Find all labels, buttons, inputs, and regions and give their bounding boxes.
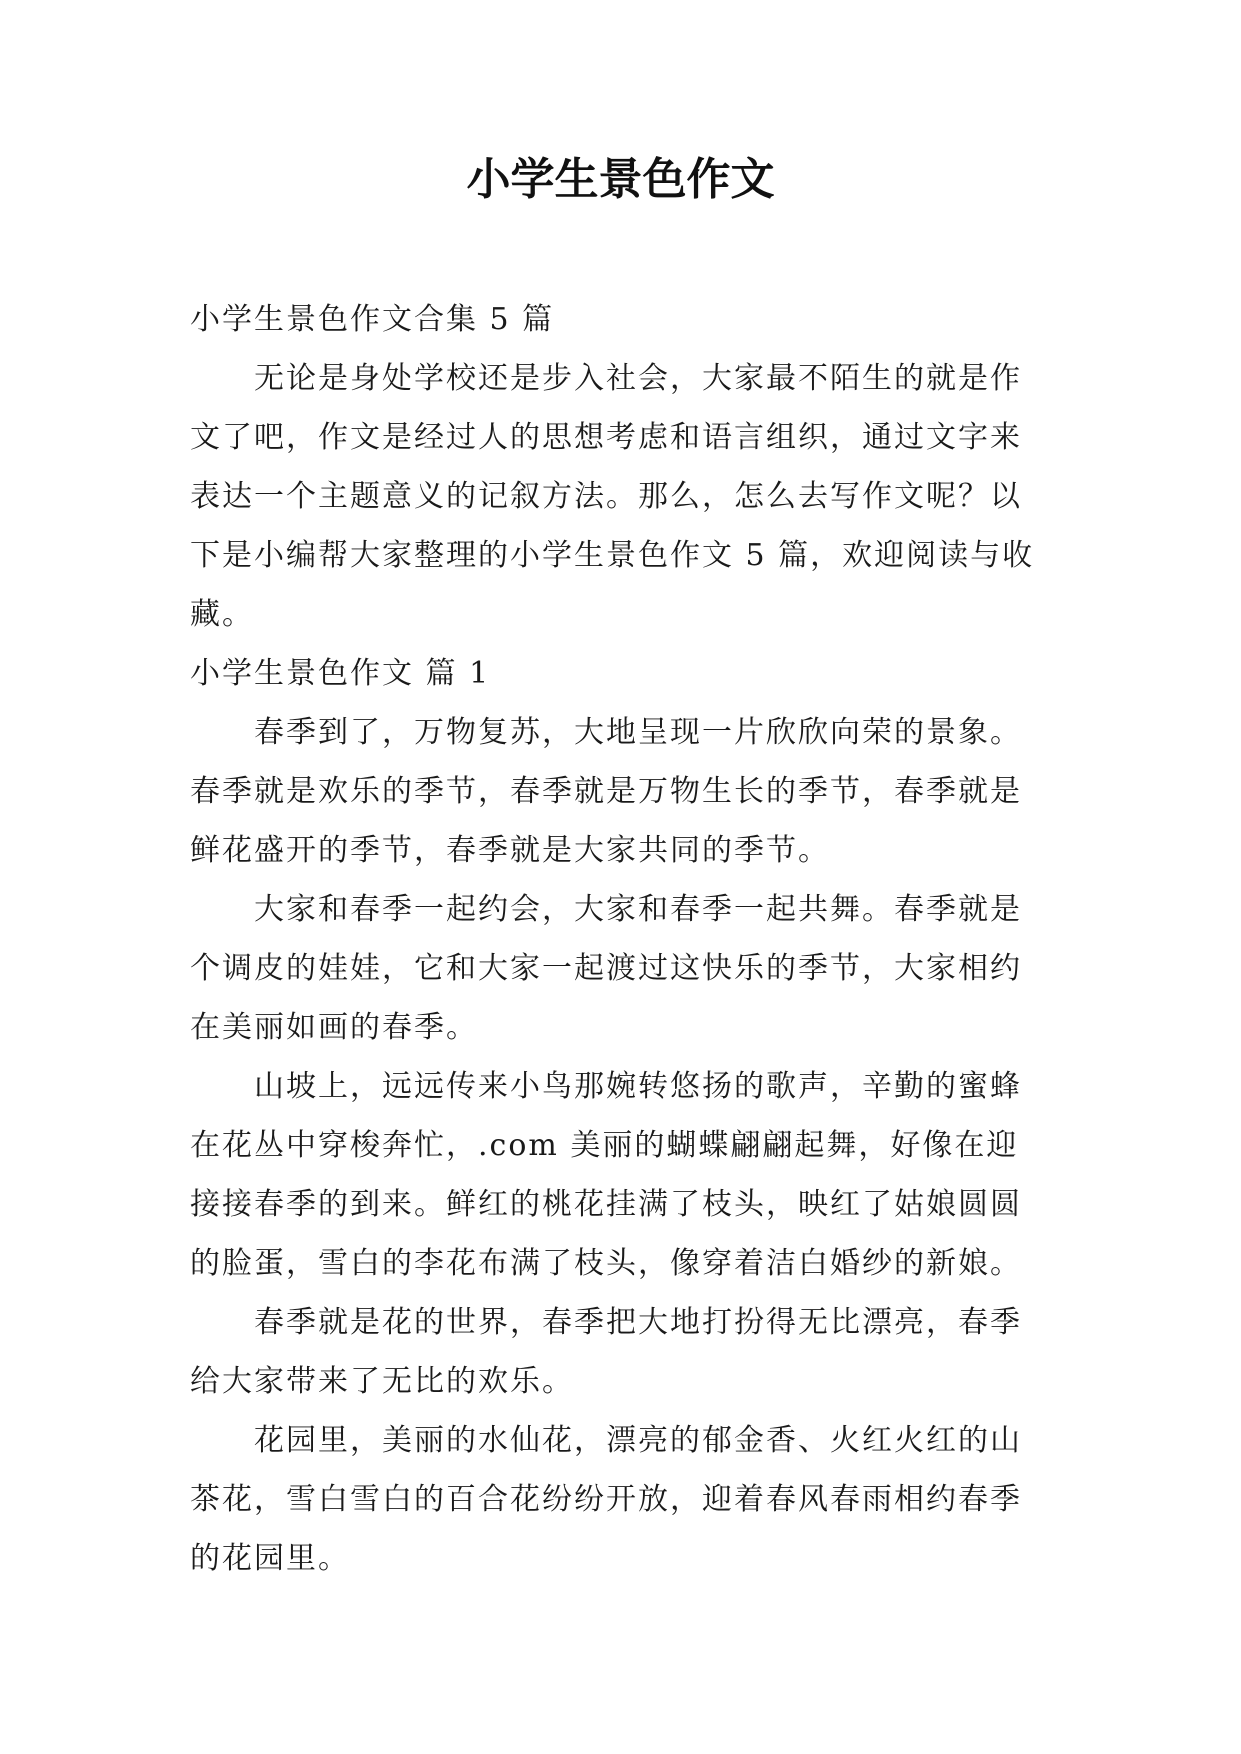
- section-heading: 小学生景色作文 篇 1: [190, 656, 491, 691]
- essay-paragraph: 大家和春季一起约会，大家和春季一起共舞。春季就是个调皮的娃娃，它和大家一起渡过这快乐的季节，大家相约在美丽如画的春季。: [190, 892, 1022, 1045]
- essay-paragraph: 春季就是花的世界，春季把大地打扮得无比漂亮，春季给大家带来了无比的欢乐。: [190, 1305, 1022, 1399]
- collection-heading: 小学生景色作文合集 5 篇: [190, 302, 555, 337]
- essay-paragraph: 花园里，美丽的水仙花，漂亮的郁金香、火红火红的山茶花，雪白雪白的百合花纷纷开放，迎着春风春雨相约春季的花园里。: [190, 1423, 1022, 1576]
- document-body: [190, 290, 1050, 1588]
- page-title: 小学生景色作文: [466, 154, 775, 205]
- essay-paragraph: 春季到了，万物复苏，大地呈现一片欣欣向荣的景象。春季就是欢乐的季节，春季就是万物生长的季节，春季就是鲜花盛开的季节，春季就是大家共同的季节。: [190, 715, 1022, 868]
- essay-paragraph: 山坡上，远远传来小鸟那婉转悠扬的歌声，辛勤的蜜蜂在花丛中穿梭奔忙，.com 美丽的蝴蝶翩翩起舞，好像在迎接接春季的到来。鲜红的桃花挂满了枝头，映红了姑娘圆圆的脸蛋，雪白的李花布满了枝头，像穿着洁白婚纱的新娘。: [190, 1069, 1022, 1281]
- intro-paragraph: 无论是身处学校还是步入社会，大家最不陌生的就是作文了吧，作文是经过人的思想考虑和语言组织，通过文字来表达一个主题意义的记叙方法。那么，怎么去写作文呢？以下是小编帮大家整理的小学生景色作文 5 篇，欢迎阅读与收藏。: [190, 361, 1035, 632]
